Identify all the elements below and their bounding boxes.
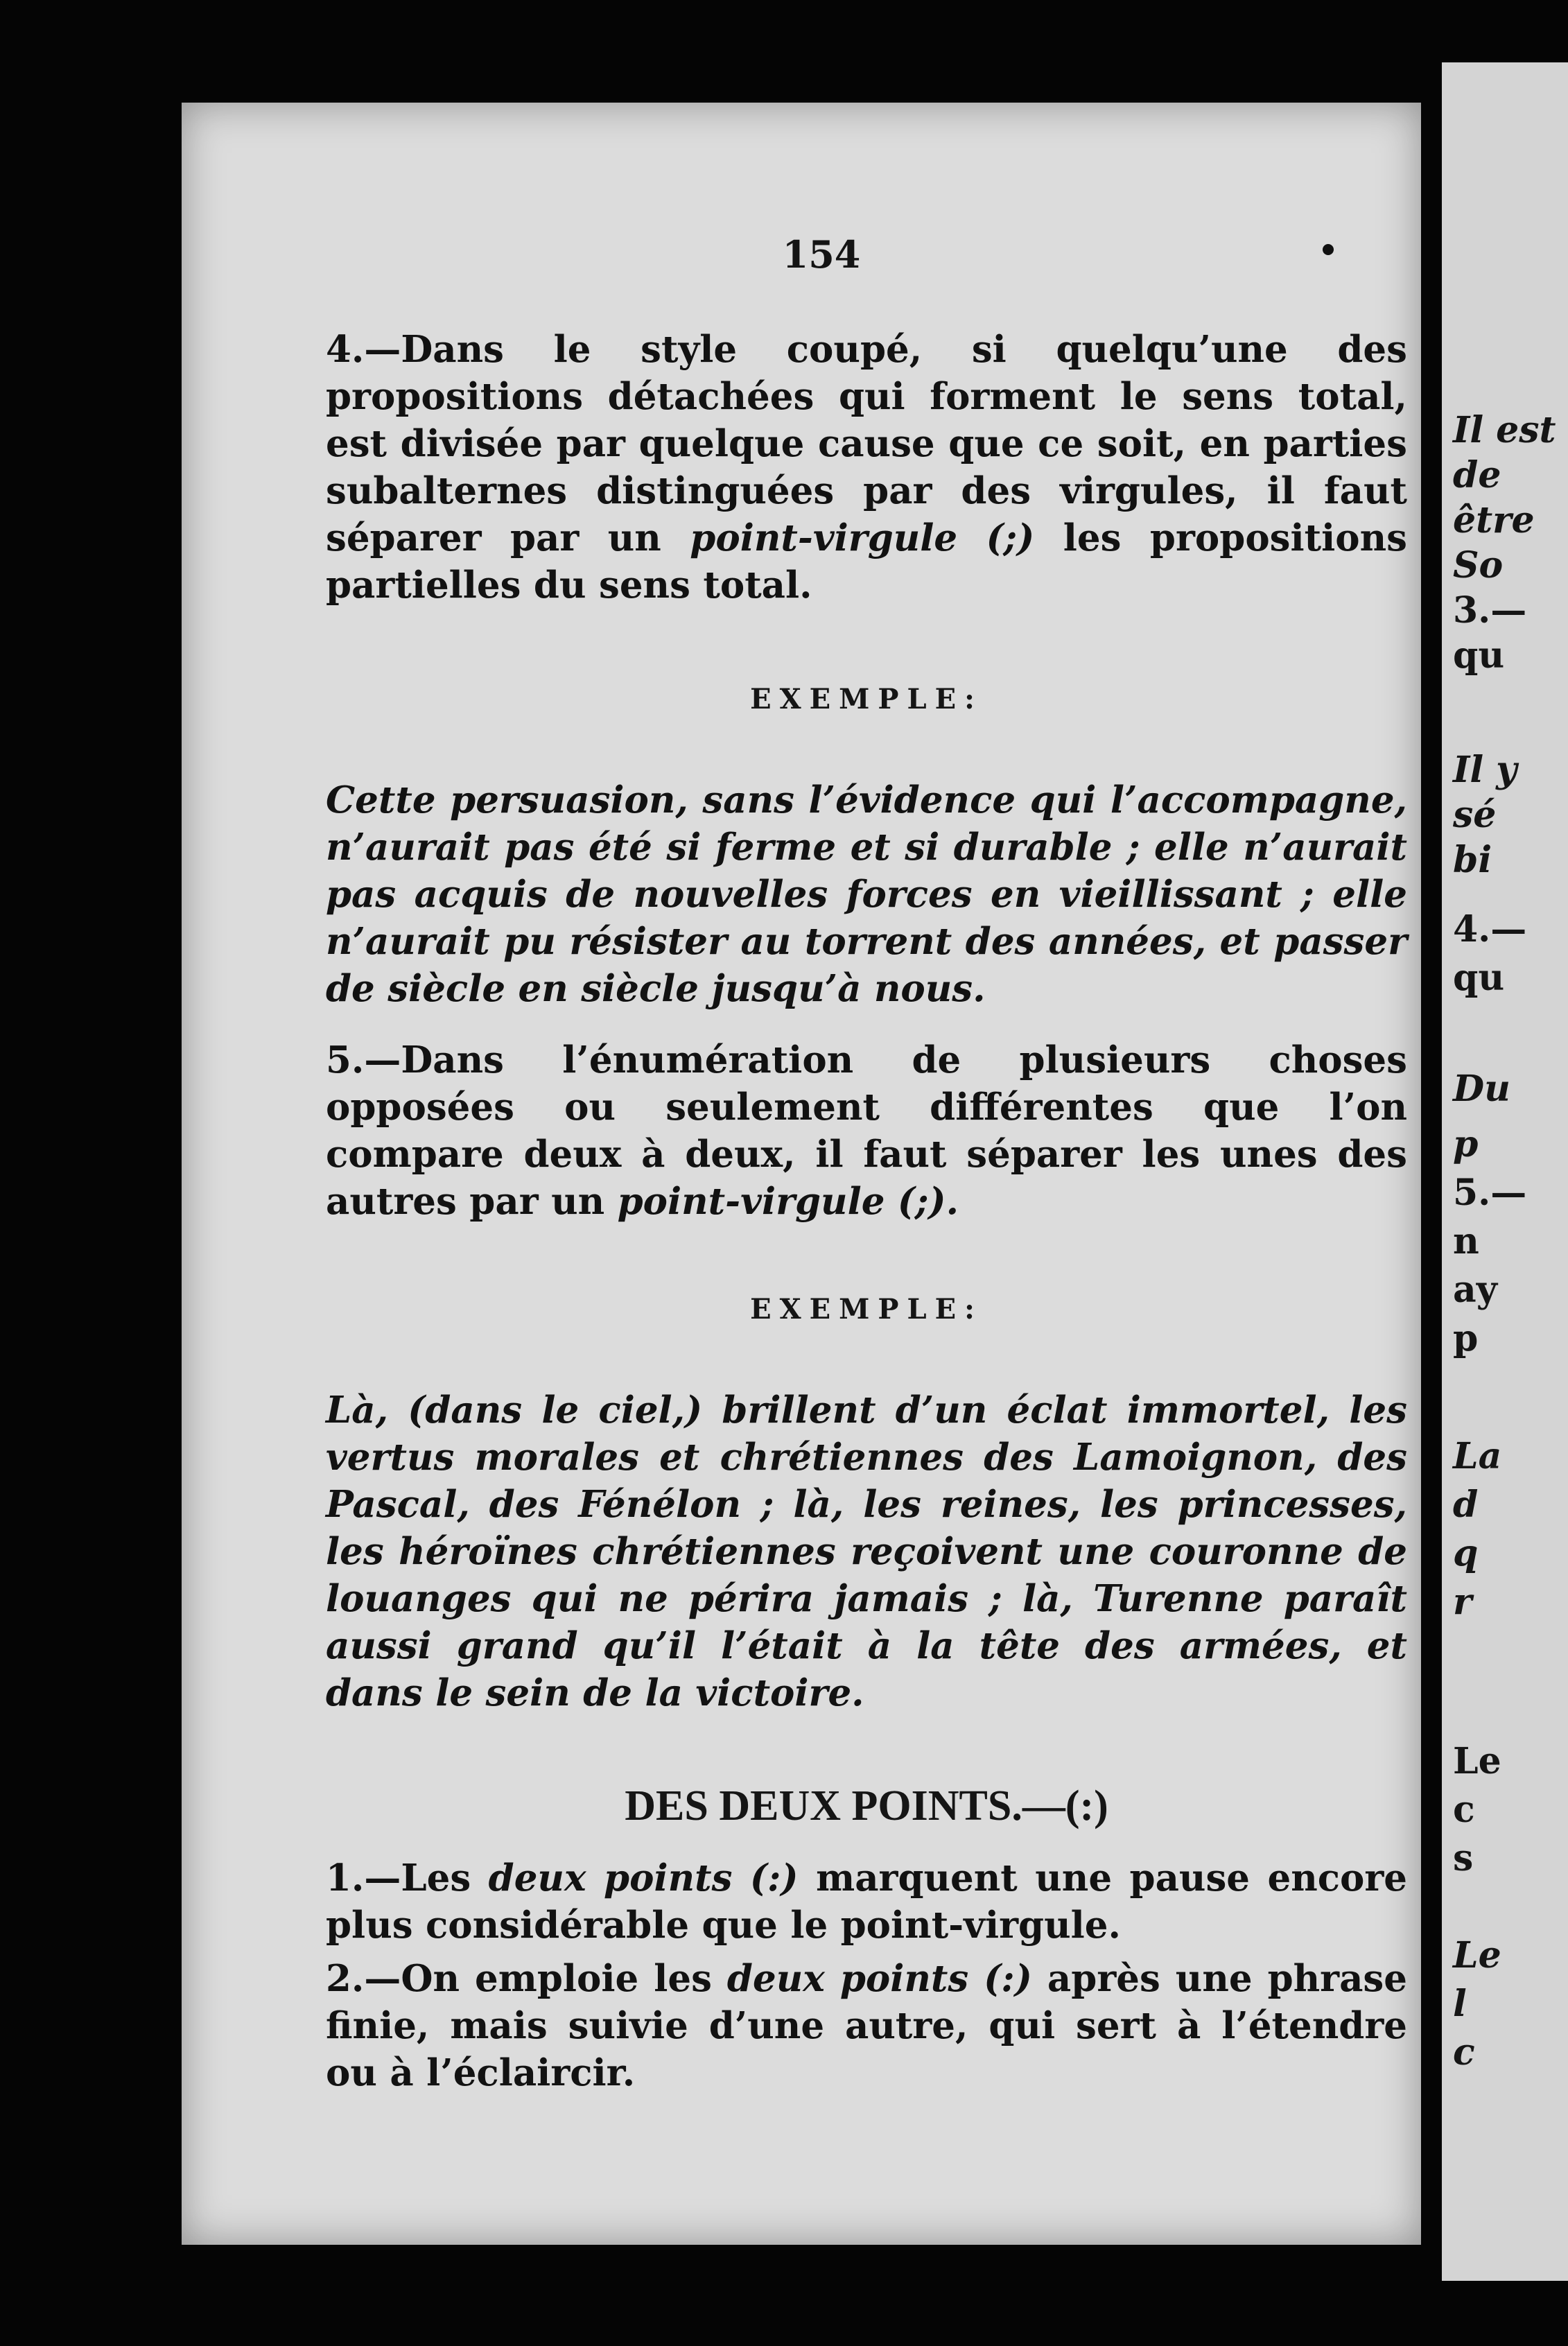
deux-points-rule-2 (326, 1955, 1407, 2096)
example-2-text: Là, (dans le ciel,) brillent d’un éclat immortel, les vertus morales et chrétiennes des Lamoignon, des Pascal, des Fénélon ; là, les reines, les princesses, les héroïnes chrétiennes reçoivent une couronne de louanges qui ne périra jamais ; là, Turenne paraît aussi grand qu’il l’était à la tête des armées, et dans le sein de la victoire. (326, 1389, 1407, 1714)
right-fragment: 4.— (1453, 908, 1527, 950)
right-fragment: bi (1453, 839, 1492, 881)
rule-text: après une phrase finie, mais suivie d’une autre, qui sert à l’étendre ou à l’éclaircir. (326, 1957, 1407, 2094)
right-fragment: c (1453, 2031, 1475, 2074)
right-fragment: s (1453, 1837, 1474, 1879)
right-fragment: r (1453, 1581, 1472, 1623)
right-fragment: q (1453, 1532, 1479, 1574)
ink-dot (1323, 244, 1334, 255)
rule-term: deux points (:) (726, 1957, 1032, 2000)
rule-text: —Dans le style coupé, si quelqu’une des propositions détachées qui forment le sens total, est divisée par quelque cause que ce soit, en parties subalternes distinguées par des virgules, il faut séparer par un (326, 328, 1407, 559)
right-fragment: c (1453, 1789, 1475, 1831)
rule-number: 5. (326, 1039, 365, 1081)
rule-text: les propositions partielles du sens total. (326, 516, 1407, 607)
rule-term: point-virgule (;) (690, 516, 1035, 559)
adjacent-page-edge (1442, 62, 1568, 2281)
right-fragment: l (1453, 1983, 1467, 2025)
right-fragment: qu (1453, 957, 1505, 999)
right-fragment: Du (1453, 1068, 1510, 1110)
example-label: EXEMPLE: (750, 1293, 983, 1326)
right-fragment: sé (1453, 794, 1497, 836)
right-fragment: p (1453, 1317, 1479, 1359)
rule-number: 2. (326, 1957, 365, 2000)
rule-number: 1. (326, 1857, 365, 1900)
deux-points-rule-1 (326, 1854, 1407, 1949)
right-fragment: ay (1453, 1269, 1497, 1311)
right-fragment: La (1453, 1435, 1502, 1477)
rule-term: point-virgule (;). (617, 1180, 959, 1223)
right-fragment: être (1453, 499, 1535, 541)
right-fragment: p (1453, 1123, 1479, 1165)
section-heading: DES DEUX POINTS.—(:) (625, 1782, 1108, 1830)
rule-4-paragraph (326, 326, 1407, 609)
right-fragment: 5.— (1453, 1172, 1527, 1214)
example-label: EXEMPLE: (750, 683, 983, 715)
right-fragment: So (1453, 544, 1504, 586)
right-fragment: Il y (1453, 749, 1517, 791)
right-fragment: Il est (1453, 409, 1556, 451)
rule-5-paragraph (326, 1036, 1407, 1225)
rule-text: —Les (364, 1857, 489, 1900)
rule-text: marquent une pause encore plus considérable que le point-virgule. (326, 1857, 1408, 1947)
rule-number: 4. (326, 328, 365, 371)
right-fragment: Le (1453, 1934, 1501, 1976)
page-number: 154 (782, 232, 861, 277)
right-fragment: qu (1453, 634, 1505, 677)
right-fragment: Le (1453, 1740, 1501, 1782)
right-fragment: d (1453, 1484, 1479, 1526)
rule-text: —Dans l’énumération de plusieurs choses opposées ou seulement différentes que l’on compare deux à deux, il faut séparer les unes des autres par un (326, 1039, 1407, 1223)
example-1-text: Cette persuasion, sans l’évidence qui l’accompagne, n’aurait pas été si ferme et si durable ; elle n’aurait pas acquis de nouvelles forces en vieillissant ; elle n’aurait pu résister au torrent des années, et passer de siècle en siècle jusqu’à nous. (326, 779, 1407, 1010)
right-fragment: 3.— (1453, 589, 1527, 632)
right-fragment: n (1453, 1220, 1479, 1262)
rule-text: —On emploie les (364, 1957, 727, 2000)
rule-term: deux points (:) (488, 1857, 799, 1900)
right-fragment: de (1453, 454, 1501, 496)
